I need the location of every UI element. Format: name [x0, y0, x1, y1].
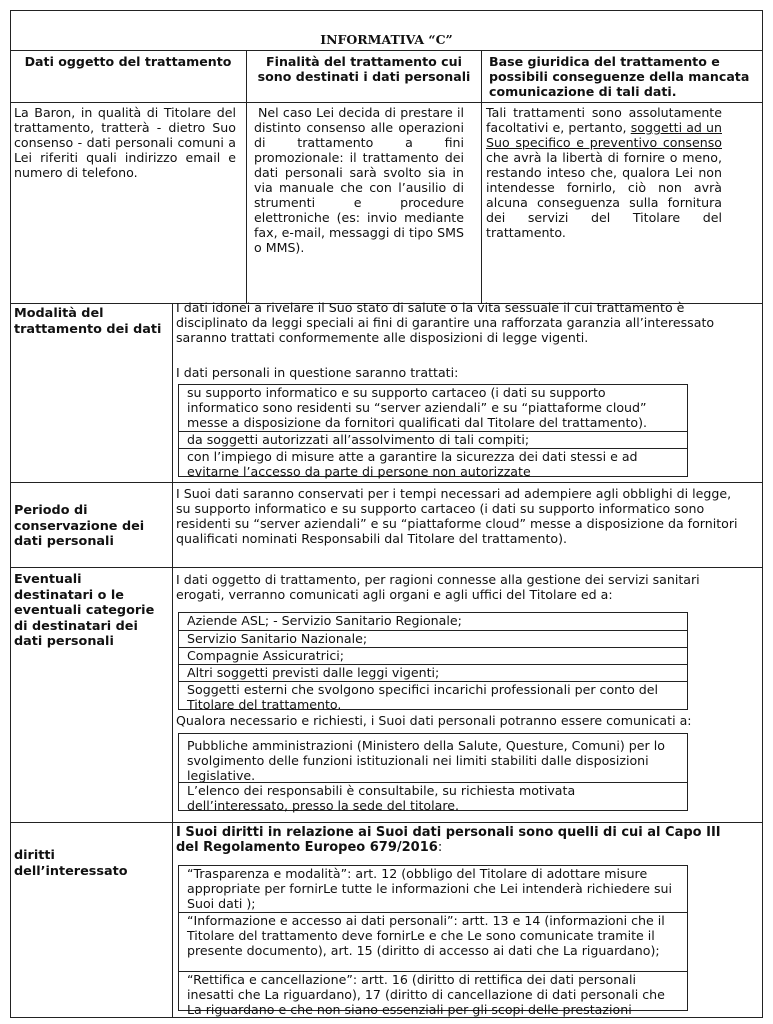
- document-title: INFORMATIVA “C”: [320, 32, 453, 47]
- modalita-intro: I dati personali in questione saranno trattati:: [176, 365, 459, 380]
- list-item: L’elenco dei responsabili è consultabile, su richiesta motivata dell’interessato, presso la sede del titolare.: [179, 782, 687, 812]
- list-item: “Informazione e accesso ai dati personali”: artt. 13 e 14 (informazioni che il Titolare del trattamento deve fornirLe e che Le sono comunicate tramite il presente documento), art. 15 (diritto di accesso ai dati che La riguardano);: [179, 912, 687, 971]
- divider: [246, 50, 247, 303]
- modalita-label: Modalità del trattamento dei dati: [14, 306, 162, 337]
- list-item: Altri soggetti previsti dalle leggi vigenti;: [179, 664, 687, 681]
- header-dati-oggetto: Dati oggetto del trattamento: [24, 54, 232, 69]
- list-item: Aziende ASL; - Servizio Sanitario Regionale;: [187, 613, 462, 628]
- diritti-heading-colon: :: [437, 840, 443, 855]
- diritti-heading: [176, 825, 746, 855]
- periodo-label: Periodo di conservazione dei dati personali: [14, 503, 145, 549]
- diritti-label: diritti dell’interessato: [14, 848, 128, 879]
- divider: [172, 303, 173, 1018]
- list-item: Soggetti esterni che svolgono specifici incarichi professionali per conto del Titolare del trattamento.: [179, 681, 687, 711]
- informativa-page: [10, 10, 763, 1018]
- destinatari-text: I dati oggetto di trattamento, per ragioni connesse alla gestione dei servizi sanitari erogati, verranno comunicati agli organi e agli uffici del Titolare ed a:: [176, 572, 700, 602]
- base-giuridica-text-a: Tali trattamenti sono assolutamente facoltativi e, pertanto,: [486, 105, 722, 135]
- finalita-text: Nel caso Lei decida di prestare il distinto consenso alle operazioni di trattamento a fini promozionale: il trattamento dei dati personali sarà svolto sia in via manuale che con l’ausilio di strumenti e procedure elettroniche (es: invio mediante fax, e-mail, messaggi di tipo SMS o MMS).: [254, 105, 464, 255]
- divider: [10, 50, 763, 51]
- list-item: “Rettifica e cancellazione”: artt. 16 (diritto di rettifica dei dati personali inesatti che La riguardano), 17 (diritto di cancellazione di dati personali che La riguardano e che non siano essenziali per gli scopi delle prestazioni: [179, 971, 687, 1012]
- base-giuridica-text-b: che avrà la libertà di fornire o meno, restando inteso che, qualora Lei non intendesse fornirlo, ciò non avrà alcuna conseguenza sulla fornitura dei servizi del Titolare del trattamento.: [486, 150, 722, 240]
- divider: [10, 822, 763, 823]
- destinatari-list-2: [178, 733, 688, 811]
- list-item: su supporto informatico e su supporto cartaceo (i dati su supporto informatico sono residenti su “server aziendali” e su “piattaforme cloud” messe a disposizione da fornitori qualificati dal Titolare del trattamento).: [187, 385, 648, 430]
- destinatari-list: [178, 612, 688, 710]
- divider: [10, 482, 763, 483]
- base-giuridica-consent: soggetti ad un Suo specifico e preventivo consenso: [486, 120, 722, 150]
- destinatari-label: Eventuali destinatari o le eventuali categorie di destinatari dei dati personali: [14, 572, 155, 649]
- header-finalita: Finalità del trattamento cui sono destinati i dati personali: [257, 54, 471, 84]
- destinatari-text-2: Qualora necessario e richiesti, i Suoi dati personali potranno essere comunicati a:: [176, 713, 692, 728]
- list-item: da soggetti autorizzati all’assolvimento di tali compiti;: [179, 431, 687, 448]
- divider: [10, 102, 763, 103]
- modalita-text: I dati idonei a rivelare il Suo stato di salute o la vita sessuale il cui trattamento è disciplinato da leggi speciali ai fini di garantire una rafforzata garanzia all’interessato saranno trattati conformemente alle disposizioni di legge vigenti.: [176, 300, 715, 345]
- list-item: con l’impiego di misure atte a garantire la sicurezza dei dati stessi e ad evitarne l’accesso da parte di persone non autorizzate: [179, 448, 687, 478]
- modalita-list: [178, 384, 688, 477]
- periodo-text: I Suoi dati saranno conservati per i tempi necessari ad adempiere agli obblighi di legge, su supporto informatico e su supporto cartaceo (i dati su supporto informatico sono residenti su “server aziendali” e su “piattaforme cloud” messe a disposizione da fornitori qualificati nominati Responsabili dal Titolare del trattamento).: [176, 486, 738, 546]
- dati-oggetto-text: La Baron, in qualità di Titolare del trattamento, tratterà - dietro Suo consenso - dati personali comuni a Lei riferiti quali indirizzo email e numero di telefono.: [14, 105, 236, 180]
- list-item: Pubbliche amministrazioni (Ministero della Salute, Questure, Comuni) per lo svolgimento delle funzioni istituzionali nei limiti stabiliti dalle disposizioni legislative.: [187, 738, 665, 783]
- base-giuridica-text: [486, 105, 722, 240]
- diritti-list: [178, 865, 688, 1017]
- diritti-heading-text: I Suoi diritti in relazione ai Suoi dati personali sono quelli di cui al Capo III del Regolamento Europeo 679/2016: [176, 825, 721, 855]
- divider: [481, 50, 482, 303]
- header-base-giuridica: Base giuridica del trattamento e possibili conseguenze della mancata comunicazione di tali dati.: [489, 54, 750, 99]
- list-item: Compagnie Assicuratrici;: [179, 647, 687, 664]
- divider: [10, 567, 763, 568]
- list-item: Servizio Sanitario Nazionale;: [179, 630, 687, 647]
- list-item: “Trasparenza e modalità”: art. 12 (obbligo del Titolare di adottare misure appropriate per fornirLe tutte le informazioni che Lei intenderà richiedere sui Suoi dati );: [187, 866, 673, 911]
